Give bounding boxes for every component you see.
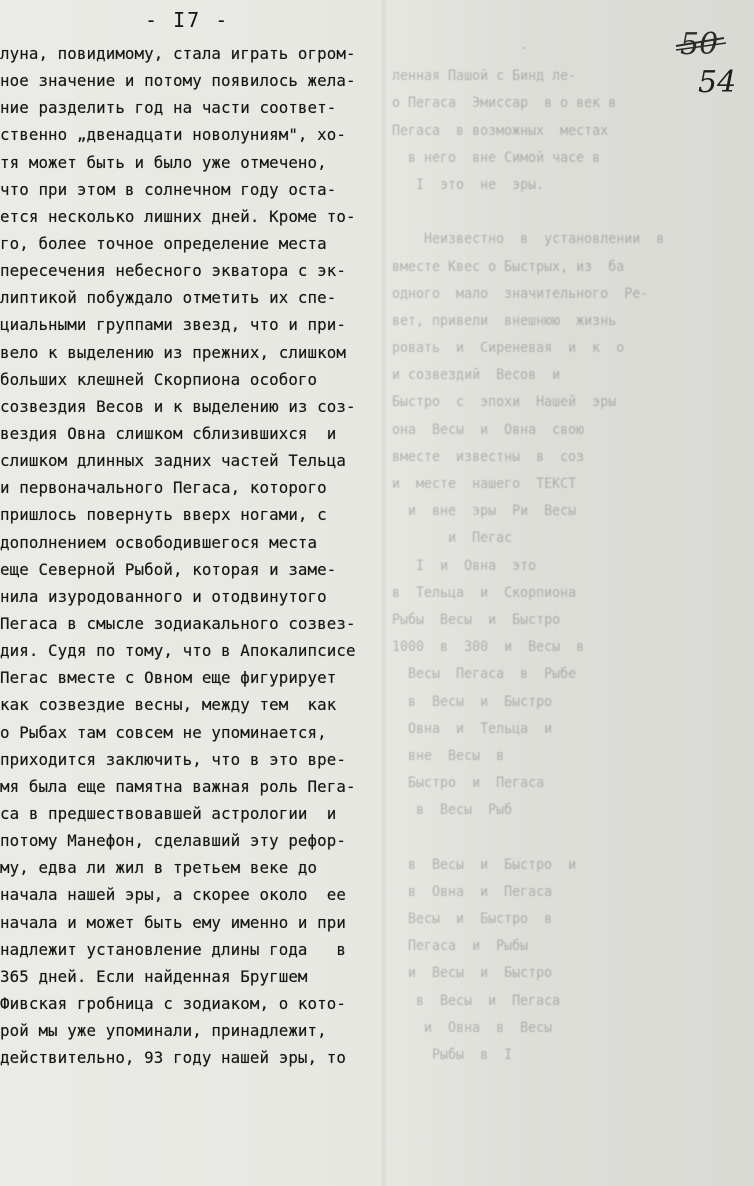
- bleed-line: она Весы и Овна свою: [392, 421, 585, 438]
- text-line: ние разделить год на части соответ-: [0, 98, 337, 118]
- text-line: о Рыбах там совсем не упоминается,: [0, 722, 327, 742]
- bleed-line: Быстро и Пегаса: [392, 775, 545, 792]
- text-line: му, едва ли жил в третьем веке до: [0, 858, 318, 878]
- text-line: го, более точное определение места: [0, 233, 327, 253]
- handwritten-folio-numbers: [666, 16, 746, 106]
- text-line: что при этом в солнечном году оста-: [0, 179, 337, 199]
- text-line: луна, повидимому, стала играть огром-: [0, 44, 356, 63]
- text-line: начала нашей эры, а скорее около ее: [0, 885, 346, 905]
- text-line: дия. Судя по тому, что в Апокалипсисе: [0, 641, 356, 661]
- bleed-line: Весы и Быстро в: [392, 911, 553, 927]
- bleed-line: 1000 в 300 и Весы в: [392, 639, 585, 656]
- bleed-line: ·: [392, 41, 529, 57]
- bleed-line: и месте нашего ТЕКСТ: [392, 476, 577, 492]
- text-line: пересечения небесного экватора с эк-: [0, 261, 346, 281]
- bleed-line: и вне эры Ри Весы: [392, 503, 577, 520]
- bleed-line: Рыбы Весы и Быстро: [392, 611, 561, 628]
- bleed-line: в него вне Симой часе в: [392, 149, 601, 166]
- bleed-line: ленная Пашой с Бинд ле-: [392, 68, 577, 85]
- bleed-line: Пегаса в возможных местах: [392, 122, 609, 139]
- text-line: вездия Овна слишком сблизившихся и: [0, 423, 337, 443]
- text-line: тя может быть и было уже отмечено,: [0, 152, 327, 172]
- bleed-line: ровать и Сиреневая и к о: [392, 340, 625, 357]
- text-line: рой мы уже упоминали, принадлежит,: [0, 1021, 327, 1041]
- bleed-line: I это не эры.: [392, 176, 545, 193]
- text-line: потому Манефон, сделавший эту рефор-: [0, 831, 346, 851]
- bleed-line: в Весы Рыб: [392, 802, 513, 819]
- bleed-line: [392, 824, 736, 851]
- bleed-line: I и Овна это: [392, 557, 537, 574]
- text-line: начала и может быть ему именно и при: [0, 912, 346, 932]
- bleed-line: и Весы и Быстро: [392, 965, 553, 982]
- text-line: циальными группами звезд, что и при-: [0, 315, 346, 335]
- text-line: ется несколько лишних дней. Кроме то-: [0, 206, 356, 226]
- bleed-line: вместе известны в соз: [392, 448, 585, 465]
- bleed-line: в Весы и Быстро и: [392, 856, 577, 873]
- folio-old-number: 50: [680, 27, 719, 62]
- text-line: слишком длинных задних частей Тельца: [0, 451, 346, 471]
- bleed-line: одного мало значительного Ре-: [392, 285, 649, 302]
- text-line: Пегас вместе с Овном еще фигурирует: [0, 668, 337, 688]
- folio-numbers-graphic: [666, 16, 746, 106]
- text-line: приходится заключить, что в это вре-: [0, 749, 346, 769]
- text-line: вело к выделению из прежних, слишком: [0, 342, 346, 362]
- text-line: больших клешней Скорпиона особого: [0, 369, 318, 389]
- text-line: мя была еще памятна важная роль Пега-: [0, 776, 356, 796]
- text-line: Фивская гробница с зодиаком, о кото-: [0, 993, 346, 1013]
- text-line: ное значение и потому появилось жела-: [0, 71, 356, 91]
- text-line: действительно, 93 году нашей эры, то: [0, 1048, 346, 1068]
- text-line: как созвездие весны, между тем как: [0, 695, 337, 715]
- text-line: Пегаса в смысле зодиакального созвез-: [0, 613, 356, 633]
- bleed-through-text: [392, 36, 754, 1186]
- text-line: созвездия Весов и к выделению из соз-: [0, 396, 356, 416]
- text-line: нила изуродованного и отодвинутого: [0, 586, 327, 606]
- bleed-line: в Весы и Быстро: [392, 693, 553, 710]
- text-line: еще Северной Рыбой, которая и заме-: [0, 559, 337, 579]
- bleed-line: Быстро с эпохи Нашей эры: [392, 394, 617, 411]
- bleed-line: и Пегас: [392, 530, 513, 547]
- text-line: пришлось повернуть вверх ногами, с: [0, 505, 327, 525]
- text-line: липтикой побуждало отметить их спе-: [0, 288, 337, 308]
- bleed-line: вместе Квес о Быстрых, из ба: [392, 258, 625, 275]
- bleed-line: [392, 199, 736, 226]
- bleed-line: вет, привели внешнюю жизнь: [392, 312, 617, 329]
- bleed-line: и Овна в Весы: [392, 1019, 553, 1036]
- bleed-line: и созвездий Весов и: [392, 367, 561, 384]
- bleed-line: в Овна и Пегаса: [392, 883, 553, 900]
- page-number: - I7 -: [145, 8, 230, 32]
- bleed-line: в Тельца и Скорпиона: [392, 584, 577, 601]
- text-line: ственно „двенадцати новолуниям", хо-: [0, 125, 346, 145]
- bleed-line: Пегаса и Рыбы: [392, 938, 529, 955]
- text-line: са в предшествовавшей астрологии и: [0, 803, 337, 823]
- bleed-line: Овна и Тельца и: [392, 720, 553, 737]
- typed-main-text: [0, 40, 392, 1071]
- bleed-line: Весы Пегаса в Рыбе: [392, 666, 577, 683]
- bleed-line: Рыбы в I: [392, 1046, 513, 1063]
- bleed-line: о Пегаса Эмиссар в о век в: [392, 95, 617, 112]
- text-line: надлежит установление длины года в: [0, 939, 346, 959]
- text-line: и первоначального Пегаса, которого: [0, 478, 327, 498]
- text-line: дополнением освободившегося места: [0, 532, 318, 552]
- bleed-line: Неизвестно в установлении в: [392, 231, 665, 248]
- folio-new-number: 54: [698, 65, 737, 100]
- bleed-line: в Весы и Пегаса: [392, 992, 561, 1009]
- text-line: 365 дней. Если найденная Бругшем: [0, 966, 308, 986]
- bleed-line: вне Весы в: [392, 747, 505, 764]
